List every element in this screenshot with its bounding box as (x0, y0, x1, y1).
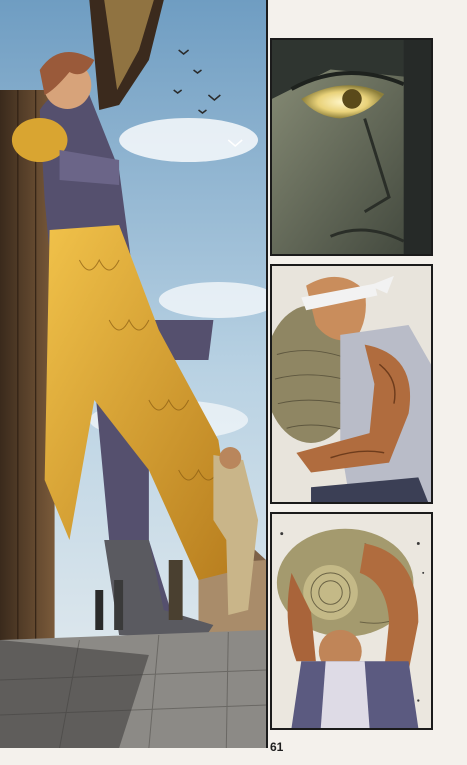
eye-iris (342, 89, 362, 109)
cloud (119, 118, 258, 162)
page-number: 61 (270, 740, 284, 754)
headband-man-art (272, 266, 431, 502)
hair-shadow (404, 40, 431, 254)
eye-closeup-art (272, 40, 431, 254)
headband-man-panel (270, 264, 433, 504)
sack-lift-art (272, 514, 431, 728)
distant-figure (95, 590, 103, 630)
shoulder-armor (12, 118, 68, 162)
man-shirt (321, 661, 370, 728)
distant-figure (169, 560, 183, 620)
sack-lift-panel (270, 512, 433, 730)
eye-closeup-panel (270, 38, 433, 256)
worker-head (219, 447, 241, 469)
distant-figure (114, 580, 123, 630)
